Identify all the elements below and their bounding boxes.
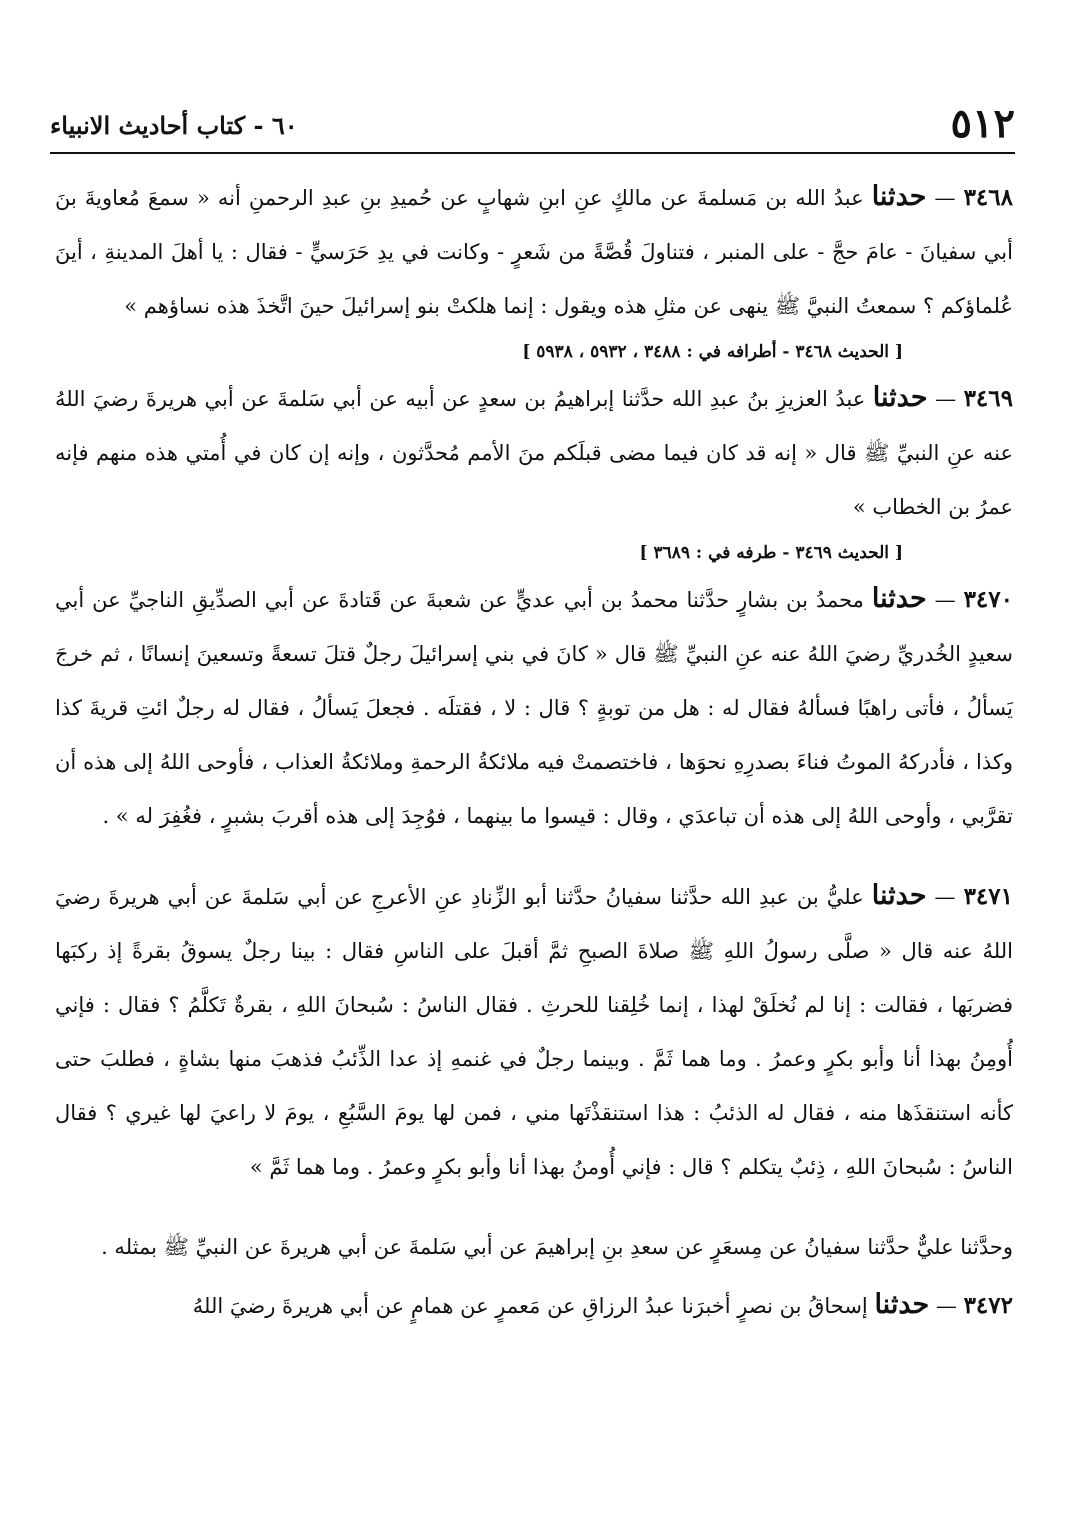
hadith-reference: [ الحديث ٣٤٦٩ - طرفه في : ٣٦٨٩ ] — [639, 543, 903, 563]
hadith-number: ٣٤٧١ — [963, 883, 1013, 910]
hadith-number: ٣٤٧٠ — [963, 586, 1013, 613]
hadith-3469 — [55, 371, 1013, 534]
hadith-text: محمدُ بن بشارٍ حدَّثنا محمدُ بن أبي عديٍّ عن شعبةَ عن قَتادةَ عن أبي الصدِّيقِ الناجيِّ عن أبي سعيدٍ الخُدريِّ رضيَ اللهُ عنه عنِ النبيِّ ﷺ قال « كانَ في بني إسرائيلَ رجلٌ قتلَ تسعةً وتسعينَ إنسانًا ، ثم خرجَ يَسألُ ، فأتى راهبًا فسألهُ فقال له : هل من توبةٍ ؟ قال : لا ، فقتلَه . فجعلَ يَسألُ ، فقال له رجلٌ ائتِ قريةَ كذا وكذا ، فأدركهُ الموتُ فناءَ بصدرِهِ نحوَها ، فاختصمتْ فيه ملائكةُ الرحمةِ وملائكةُ العذاب ، فأوحى اللهُ إلى هذه أن تقرَّبي ، وأوحى اللهُ إلى هذه أن تباعدَي ، وقال : قيسوا ما بينهما ، فوُجِدَ إلى هذه أقربَ بشبرٍ ، فغُفِرَ له » . — [55, 588, 1013, 828]
hadith-reference: [ الحديث ٣٤٦٨ - أطرافه في : ٣٤٨٨ ، ٥٩٣٢ ، ٥٩٣٨ ] — [522, 342, 903, 362]
hadith-dash: — — [926, 588, 964, 612]
page-body — [55, 170, 1013, 1337]
hadith-keyword: حدثنا — [872, 382, 928, 413]
hadith-3471 — [55, 869, 1013, 1194]
hadith-3471-chain — [55, 1220, 1013, 1274]
hadith-number: ٣٤٦٩ — [963, 385, 1013, 412]
hadith-keyword: حدثنا — [874, 1289, 930, 1320]
hadith-3468 — [55, 170, 1013, 333]
chapter-title: ٦٠ - كتاب أحاديث الانبياء — [50, 111, 298, 140]
hadith-text: عليُّ بن عبدِ الله حدَّثنا سفيانُ حدَّثنا أبو الزِّنادِ عنِ الأعرجِ عن أبي سَلمةَ عن أبي هريرةَ رضيَ اللهُ عنه قال « صلَّى رسولُ اللهِ ﷺ صلاةَ الصبحِ ثمَّ أقبلَ على الناسِ فقال : بينا رجلٌ يسوقُ بقرةً إذ ركبَها فضربَها ، فقالت : إنا لم نُخلَقْ لهذا ، إنما خُلِقنا للحرثِ . فقال الناسُ : سُبحانَ اللهِ ، بقرةٌ تَكلَّمُ ؟ فقال : فإني أُومِنُ بهذا أنا وأبو بكرٍ وعمرُ . وما هما ثَمَّ . وبينما رجلٌ في غنمهِ إذ عدا الذِّئبُ فذهبَ منها بشاةٍ ، فطلبَ حتى كأنه استنقذَها منه ، فقال له الذئبُ : هذا استنقذْتَها مني ، فمن لها يومَ السَّبُعِ ، يومَ لا راعيَ لها غيري ؟ فقال الناسُ : سُبحانَ اللهِ ، ذِئبٌ يتكلم ؟ قال : فإني أُومنُ بهذا أنا وأبو بكرٍ وعمرُ . وما هما ثَمَّ » — [55, 885, 1013, 1179]
hadith-number: ٣٤٦٨ — [963, 184, 1013, 211]
page-number: ٥١٢ — [950, 100, 1015, 147]
hadith-number: ٣٤٧٢ — [963, 1292, 1013, 1319]
header-divider — [50, 152, 1015, 154]
hadith-3470 — [55, 572, 1013, 843]
hadith-keyword: حدثنا — [871, 880, 927, 911]
hadith-text: وحدَّثنا عليٌّ حدَّثنا سفيانُ عن مِسعَرٍ عن سعدِ بنِ إبراهيمَ عن أبي سَلمةَ عن أبي هريرةَ عن النبيِّ ﷺ بمثله . — [101, 1235, 1013, 1259]
hadith-dash: — — [926, 186, 964, 210]
hadith-3472 — [55, 1278, 1013, 1333]
hadith-dash: — — [929, 1294, 964, 1318]
hadith-text: عبدُ الله بن مَسلمةَ عن مالكٍ عنِ ابنِ شهابٍ عن حُميدِ بنِ عبدِ الرحمنِ أنه « سمعَ مُعاويةَ بنَ أبي سفيانَ - عامَ حجَّ - على المنبر ، فتناولَ قُصَّةً من شَعرٍ - وكانت في يدِ حَرَسيٍّ - فقال : يا أهلَ المدينةِ ، أينَ عُلماؤكم ؟ سمعتُ النبيَّ ﷺ ينهى عن مثلِ هذه ويقول : إنما هلكتْ بنو إسرائيلَ حينَ اتَّخذَ هذه نساؤهم » — [55, 186, 1013, 318]
page-header — [50, 100, 1015, 148]
hadith-text: إسحاقُ بن نصرٍ أخبرَنا عبدُ الرزاقِ عن مَعمرٍ عن همامٍ عن أبي هريرةَ رضيَ اللهُ — [192, 1294, 875, 1318]
hadith-keyword: حدثنا — [871, 181, 927, 212]
hadith-dash: — — [926, 885, 964, 909]
hadith-keyword: حدثنا — [871, 583, 927, 614]
hadith-text: عبدُ العزيزِ بنُ عبدِ الله حدَّثنا إبراهيمُ بن سعدٍ عن أبيه عن أبي سَلمةَ عن أبي هريرةَ رضيَ اللهُ عنه عنِ النبيِّ ﷺ قال « إنه قد كان فيما مضى قبلَكم منَ الأمم مُحدَّثون ، وإنه إن كان في أُمتي هذه منهم فإنه عمرُ بن الخطاب » — [55, 387, 1013, 519]
hadith-dash: — — [927, 387, 964, 411]
